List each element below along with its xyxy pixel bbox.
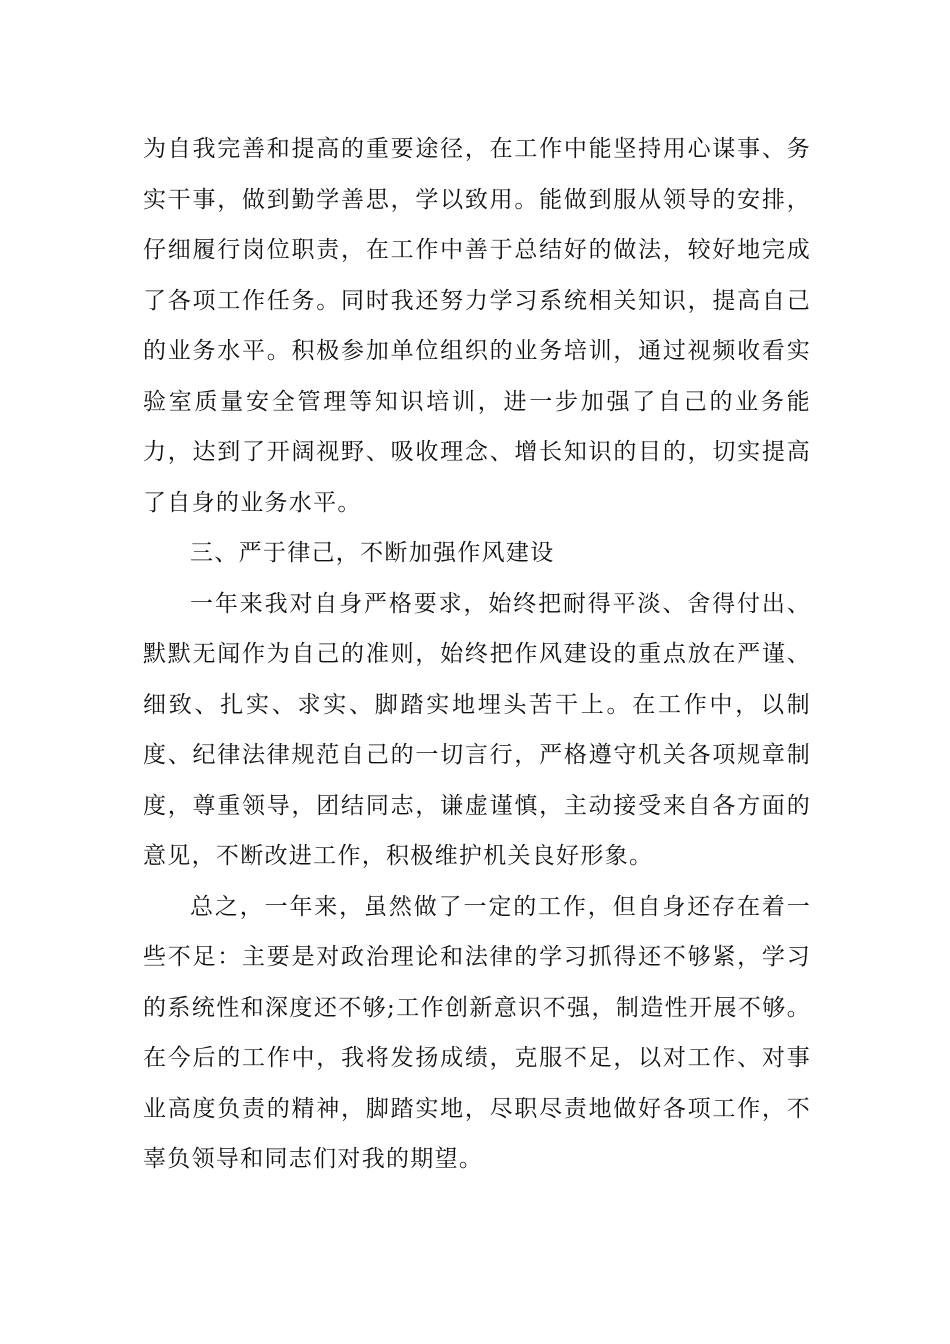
paragraph-work-style: 一年来我对自身严格要求，始终把耐得平淡、舍得付出、默默无闻作为自己的准则，始终把作风建设的重点放在严谨、细致、扎实、求实、脚踏实地埋头苦干上。在工作中，以制度、纪律法律规范自己的一切言行，严格遵守机关各项规章制度，尊重领导，团结同志，谦虚谨慎，主动接受来自各方面的意见，不断改进工作，积极维护机关良好形象。 (143, 590, 811, 869)
paragraph-summary: 总之，一年来，虽然做了一定的工作，但自身还存在着一些不足：主要是对政治理论和法律的学习抓得还不够紧，学习的系统性和深度还不够;工作创新意识不强，制造性开展不够。在今后的工作中，我将发扬成绩，克服不足，以对工作、对事业高度负责的精神，脚踏实地，尽职尽责地做好各项工作，不辜负领导和同志们对我的期望。 (143, 893, 811, 1172)
paragraph-continuation: 为自我完善和提高的重要途径，在工作中能坚持用心谋事、务实干事，做到勤学善思，学以致用。能做到服从领导的安排，仔细履行岗位职责，在工作中善于总结好的做法，较好地完成了各项工作任务。同时我还努力学习系统相关知识，提高自己的业务水平。积极参加单位组织的业务培训，通过视频收看实验室质量安全管理等知识培训，进一步加强了自己的业务能力，达到了开阔视野、吸收理念、增长知识的目的，切实提高了自身的业务水平。 (143, 136, 811, 516)
document-body (143, 124, 811, 1185)
section-heading-three: 三、严于律己，不断加强作风建设 (190, 540, 555, 566)
